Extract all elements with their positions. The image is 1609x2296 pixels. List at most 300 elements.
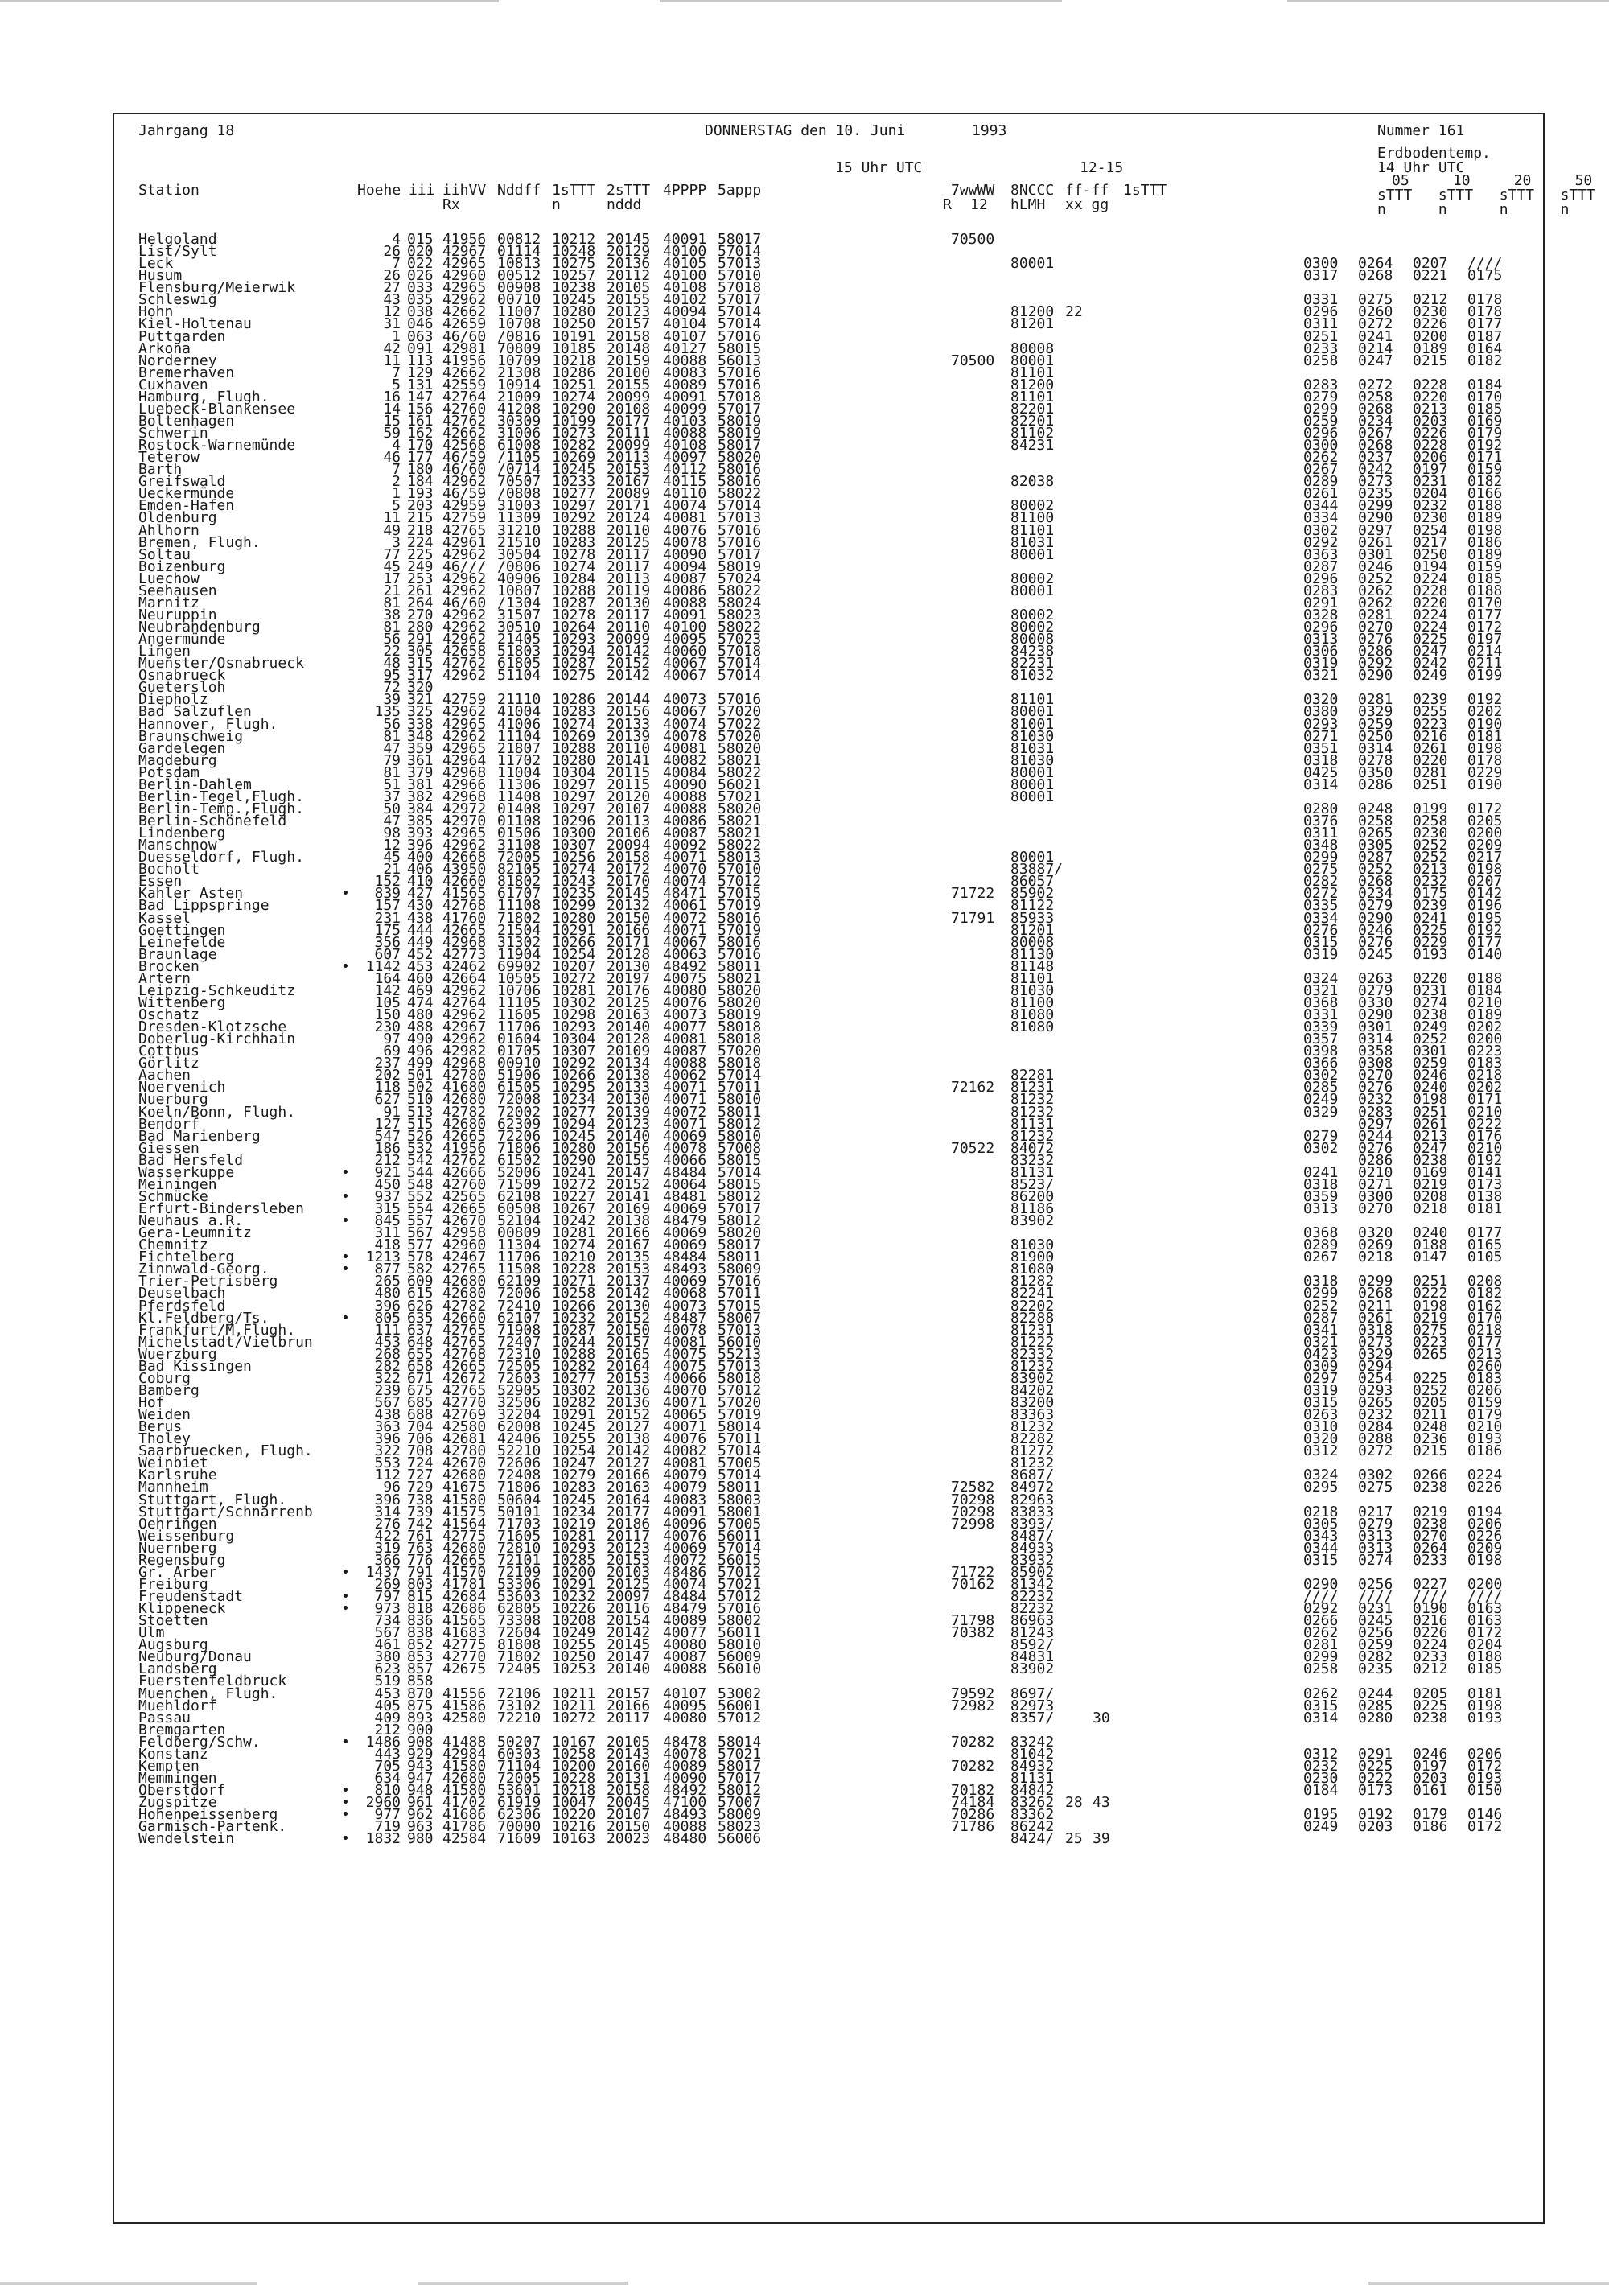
soil-temp-20: 0252 <box>1413 1031 1448 1048</box>
wind-gust-2: 30 <box>1093 1709 1110 1726</box>
soil-temp-20: 0232 <box>1413 873 1448 891</box>
group-nddff: 31108 <box>497 837 541 854</box>
soil-temp-10: 0269 <box>1358 1236 1393 1254</box>
group-tendency: 58016 <box>718 909 762 927</box>
altitude: 977 <box>374 1806 401 1824</box>
altitude: 268 <box>374 1345 401 1363</box>
station-name: Oldenburg <box>138 509 217 527</box>
altitude: 1142 <box>365 957 401 975</box>
group-iihvv: 42962 <box>442 667 487 685</box>
group-tendency: 58016 <box>718 933 762 951</box>
group-t1: 10285 <box>552 1551 596 1569</box>
group-clouds: 80002 <box>1010 606 1055 623</box>
soil-temp-20: 0238 <box>1413 1515 1448 1533</box>
group-t2: 20128 <box>607 1031 651 1048</box>
soil-temp-05: 0275 <box>1303 861 1339 878</box>
utc15-heading: 15 Uhr UTC <box>835 159 923 176</box>
group-t2: 20117 <box>607 606 651 623</box>
group-iihvv: 42962 <box>442 582 487 599</box>
soil-temp-50: 0138 <box>1467 1187 1503 1205</box>
group-nddff: /0714 <box>497 461 541 479</box>
station-id: 410 <box>407 873 434 891</box>
group-tendency: 58011 <box>718 957 762 975</box>
altitude: 7 <box>392 255 401 273</box>
group-clouds: 86242 <box>1010 1818 1055 1836</box>
altitude: 311 <box>374 1224 401 1242</box>
soil-temp-50: //// <box>1467 1588 1503 1605</box>
group-tendency: 58017 <box>718 1757 762 1775</box>
soil-temp-50: 0204 <box>1467 1636 1503 1654</box>
group-tendency: 58019 <box>718 412 762 430</box>
station-id: 162 <box>407 425 434 442</box>
altitude: 21 <box>383 861 401 878</box>
soil-temp-20: 0265 <box>1413 1345 1448 1363</box>
altitude: 276 <box>374 1515 401 1533</box>
group-iihvv: 41760 <box>442 909 487 927</box>
group-iihvv: 41570 <box>442 1563 487 1581</box>
mountain-mark: • <box>341 1261 350 1278</box>
station-name: Stuttgart/Schnarrenb <box>138 1503 313 1520</box>
soil-temp-05: 0344 <box>1303 497 1339 515</box>
mountain-mark: • <box>341 1163 350 1181</box>
altitude: 69 <box>383 1043 401 1060</box>
soil-temp-10: 0256 <box>1358 1624 1393 1642</box>
table-row <box>138 667 1538 685</box>
station-name: Flensburg/Meierwik <box>138 279 296 297</box>
group-tendency: 58022 <box>718 582 762 599</box>
soil-temp-10: 0299 <box>1358 1273 1393 1290</box>
group-tendency: 58016 <box>718 473 762 491</box>
group-pressure: 40105 <box>663 255 707 273</box>
altitude: 7 <box>392 461 401 479</box>
station-id: 963 <box>407 1818 434 1836</box>
col-t15: 1sTTT <box>1123 182 1167 199</box>
group-t2: 20113 <box>607 813 651 829</box>
group-iihvv: 42681 <box>442 1430 487 1448</box>
group-clouds: 82281 <box>1010 1067 1055 1084</box>
group-nddff: 21009 <box>497 388 541 405</box>
group-iihvv: 41956 <box>442 352 487 369</box>
soil-temp-50: 0170 <box>1467 388 1503 405</box>
group-t2: 20130 <box>607 594 651 611</box>
group-t2: 20164 <box>607 1491 651 1508</box>
group-pressure: 40073 <box>663 1297 707 1315</box>
soil-temp-05: 0233 <box>1303 339 1339 357</box>
col-soil-sttt: sTTT sTTT sTTT sTTT <box>1377 187 1595 204</box>
soil-temp-05: 0262 <box>1303 1624 1339 1642</box>
table-row <box>138 1660 1538 1678</box>
group-nddff: 00512 <box>497 267 541 285</box>
group-clouds: 81032 <box>1010 667 1055 685</box>
altitude: 42 <box>383 339 401 357</box>
station-id: 305 <box>407 643 434 660</box>
col-hoehe: Hoehe <box>357 182 401 199</box>
station-name: Berlin-Tegel,Flugh. <box>138 788 304 805</box>
group-tendency: 56021 <box>718 776 762 793</box>
group-iihvv: 42782 <box>442 1297 487 1315</box>
group-nddff: 72008 <box>497 1091 541 1109</box>
station-id: 406 <box>407 861 434 878</box>
group-t1: 10245 <box>552 1127 596 1145</box>
group-t1: 10292 <box>552 1055 596 1072</box>
soil-temp-05: 0366 <box>1303 1055 1339 1072</box>
group-clouds: 81042 <box>1010 1745 1055 1763</box>
soil-temp-50: 0188 <box>1467 1648 1503 1666</box>
group-pressure: 40076 <box>663 1430 707 1448</box>
station-name: Brocken <box>138 957 200 975</box>
group-clouds: 86963 <box>1010 1612 1055 1630</box>
group-t1: 10288 <box>552 521 596 539</box>
soil-temp-10: 0222 <box>1358 1769 1393 1787</box>
altitude: 810 <box>374 1782 401 1799</box>
group-t2: 20150 <box>607 909 651 927</box>
group-clouds: 82231 <box>1010 655 1055 673</box>
station-name: Lingen <box>138 643 191 660</box>
group-nddff: 53306 <box>497 1575 541 1593</box>
station-id: 708 <box>407 1442 434 1460</box>
group-pressure: 40067 <box>663 655 707 673</box>
soil-temp-10: 0294 <box>1358 1357 1393 1375</box>
soil-temp-05: 0339 <box>1303 1018 1339 1036</box>
station-id: 270 <box>407 606 434 623</box>
soil-temp-20: 0246 <box>1413 1067 1448 1084</box>
group-t1: 10047 <box>552 1794 596 1812</box>
group-iihvv: 42658 <box>442 643 487 660</box>
soil-temp-20: 0219 <box>1413 1175 1448 1193</box>
group-clouds: 81900 <box>1010 1249 1055 1266</box>
group-nddff: 72606 <box>497 1455 541 1472</box>
group-tendency: 58021 <box>718 825 762 842</box>
soil-temp-50: 0178 <box>1467 303 1503 321</box>
station-name: Braunschweig <box>138 727 244 745</box>
group-tendency: 57012 <box>718 1381 762 1399</box>
group-tendency: 57013 <box>718 1321 762 1339</box>
group-clouds: 81186 <box>1010 1200 1055 1217</box>
group-nddff: 72603 <box>497 1369 541 1387</box>
group-tendency: 58024 <box>718 594 762 611</box>
page-header <box>138 122 1522 143</box>
soil-temp-50: 0188 <box>1467 969 1503 987</box>
soil-temp-20: 0230 <box>1413 825 1448 842</box>
station-name: Neuruppin <box>138 606 217 623</box>
group-clouds: 84072 <box>1010 1139 1055 1157</box>
group-tendency: 58014 <box>718 1418 762 1436</box>
group-iihvv: 42967 <box>442 243 487 261</box>
group-nddff: 71609 <box>497 1830 541 1848</box>
group-t1: 10211 <box>552 1685 596 1702</box>
soil-temp-05: 0299 <box>1303 849 1339 866</box>
group-t1: 10274 <box>552 1236 596 1254</box>
group-clouds: 82038 <box>1010 473 1055 491</box>
group-t2: 20145 <box>607 1636 651 1654</box>
soil-temp-50: 0214 <box>1467 643 1503 660</box>
group-iihvv: 42665 <box>442 1127 487 1145</box>
group-tendency: 58010 <box>718 1091 762 1109</box>
group-iihvv: 42686 <box>442 1600 487 1618</box>
station-name: Oschatz <box>138 1006 200 1023</box>
altitude: 135 <box>374 703 401 721</box>
soil-temp-20: 0215 <box>1413 352 1448 369</box>
group-clouds: 81232 <box>1010 1357 1055 1375</box>
group-pressure: 48471 <box>663 885 707 903</box>
group-t1: 10218 <box>552 352 596 369</box>
table-row <box>138 1709 1538 1726</box>
soil-temp-50: 0187 <box>1467 327 1503 345</box>
altitude: 127 <box>374 1115 401 1133</box>
station-name: Schmücke <box>138 1187 208 1205</box>
group-t1: 10232 <box>552 1588 596 1605</box>
soil-temp-05: 0321 <box>1303 1333 1339 1351</box>
group-t2: 20117 <box>607 1709 651 1726</box>
soil-temp-50: 0177 <box>1467 1333 1503 1351</box>
group-t1: 10297 <box>552 776 596 793</box>
group-nddff: 01114 <box>497 243 541 261</box>
group-tendency: 57014 <box>718 667 762 685</box>
soil-temp-05: 0319 <box>1303 1381 1339 1399</box>
soil-temp-20: 0194 <box>1413 558 1448 575</box>
group-t1: 10288 <box>552 1345 596 1363</box>
group-tendency: 57020 <box>718 1394 762 1411</box>
soil-temp-20: 0228 <box>1413 437 1448 455</box>
group-clouds: 81100 <box>1010 509 1055 527</box>
soil-temp-20: 0251 <box>1413 1103 1448 1121</box>
station-name: Aachen <box>138 1067 191 1084</box>
group-tendency: 58019 <box>718 1006 762 1023</box>
group-tendency: 57016 <box>718 945 762 963</box>
group-nddff: 50101 <box>497 1503 541 1520</box>
group-t2: 20110 <box>607 739 651 757</box>
group-pressure: 40090 <box>663 545 707 563</box>
group-pressure: 40082 <box>663 751 707 769</box>
station-id: 430 <box>407 897 434 915</box>
soil-temp-05: 0290 <box>1303 1575 1339 1593</box>
soil-temp-05: 0232 <box>1303 1757 1339 1775</box>
soil-temp-10: 0275 <box>1358 1479 1393 1496</box>
group-clouds: 81131 <box>1010 1115 1055 1133</box>
station-id: 020 <box>407 243 434 261</box>
station-id: 739 <box>407 1503 434 1520</box>
station-name: Luebeck-Blankensee <box>138 400 296 418</box>
station-name: Kiel-Holtenau <box>138 315 252 333</box>
group-clouds: 82201 <box>1010 412 1055 430</box>
group-iihvv: 42964 <box>442 751 487 769</box>
group-iihvv: 42965 <box>442 715 487 733</box>
group-clouds: 81232 <box>1010 1455 1055 1472</box>
group-t1: 10251 <box>552 376 596 393</box>
group-t1: 10300 <box>552 825 596 842</box>
soil-temp-50: 0198 <box>1467 739 1503 757</box>
altitude: 422 <box>374 1527 401 1545</box>
soil-temp-20: 0240 <box>1413 1079 1448 1097</box>
soil-temp-05: 0313 <box>1303 1200 1339 1217</box>
group-iihvv: 42769 <box>442 1406 487 1424</box>
altitude: 49 <box>383 521 401 539</box>
station-name: Marnitz <box>138 594 200 611</box>
group-nddff: 41006 <box>497 715 541 733</box>
soil-temp-50: 0140 <box>1467 945 1503 963</box>
station-name: Luechow <box>138 570 200 587</box>
group-nddff: 53603 <box>497 1588 541 1605</box>
soil-temp-05: 0315 <box>1303 1697 1339 1714</box>
soil-temp-20: 0212 <box>1413 291 1448 309</box>
altitude: 519 <box>374 1673 401 1690</box>
mountain-mark: • <box>341 1806 350 1824</box>
soil-temp-20: 0175 <box>1413 885 1448 903</box>
soil-temp-05: 0359 <box>1303 1187 1339 1205</box>
mountain-mark: • <box>341 1187 350 1205</box>
group-t1: 10232 <box>552 1309 596 1327</box>
group-nddff: 21110 <box>497 691 541 709</box>
altitude: 26 <box>383 267 401 285</box>
group-t2: 20167 <box>607 473 651 491</box>
group-pressure: 48492 <box>663 957 707 975</box>
soil-temp-10: 0259 <box>1358 715 1393 733</box>
altitude: 2 <box>392 473 401 491</box>
group-pressure: 40061 <box>663 897 707 915</box>
altitude: 47 <box>383 813 401 829</box>
station-id: 738 <box>407 1491 434 1508</box>
group-pressure: 40096 <box>663 1515 707 1533</box>
group-t2: 20105 <box>607 279 651 297</box>
altitude: 314 <box>374 1503 401 1520</box>
soil-temp-05: 0263 <box>1303 1406 1339 1424</box>
soil-temp-20: 0228 <box>1413 582 1448 599</box>
group-nddff: 72106 <box>497 1685 541 1702</box>
group-t1: 10274 <box>552 715 596 733</box>
group-t2: 20099 <box>607 631 651 648</box>
soil-temp-50: 0188 <box>1467 582 1503 599</box>
altitude: 319 <box>374 1539 401 1557</box>
station-name: Muehldorf <box>138 1697 217 1714</box>
group-t2: 20132 <box>607 897 651 915</box>
group-nddff: 30510 <box>497 619 541 636</box>
soil-temp-50: 0142 <box>1467 885 1503 903</box>
soil-temp-20: 0231 <box>1413 473 1448 491</box>
station-id: 396 <box>407 837 434 854</box>
altitude: 231 <box>374 909 401 927</box>
soil-temp-10: 0254 <box>1358 1369 1393 1387</box>
soil-temp-50: 0172 <box>1467 1624 1503 1642</box>
volume-label: Jahrgang 18 <box>138 122 235 139</box>
station-name: Emden-Hafen <box>138 497 235 515</box>
station-id: 321 <box>407 691 434 709</box>
soil-temp-05: 0314 <box>1303 1709 1339 1726</box>
soil-temp-05: 0344 <box>1303 1539 1339 1557</box>
group-tendency: 57014 <box>718 303 762 321</box>
soil-temp-10: 0261 <box>1358 1309 1393 1327</box>
group-nddff: 00908 <box>497 279 541 297</box>
group-pressure: 48484 <box>663 1249 707 1266</box>
group-nddff: 00910 <box>497 1055 541 1072</box>
group-tendency: 58019 <box>718 558 762 575</box>
group-t2: 20136 <box>607 1381 651 1399</box>
group-iihvv: 42984 <box>442 1745 487 1763</box>
group-iihvv: 42780 <box>442 1067 487 1084</box>
soil-temp-10: 0232 <box>1358 1406 1393 1424</box>
altitude: 734 <box>374 1612 401 1630</box>
group-iihvv: 42680 <box>442 1467 487 1484</box>
group-tendency: 58011 <box>718 1103 762 1121</box>
soil-temp-10: 0330 <box>1358 994 1393 1011</box>
group-tendency: 58022 <box>718 485 762 503</box>
soil-temp-10: 0211 <box>1358 1297 1393 1315</box>
group-tendency: 57016 <box>718 376 762 393</box>
soil-temp-05: 0259 <box>1303 412 1339 430</box>
group-nddff: 01408 <box>497 800 541 817</box>
station-id: 325 <box>407 703 434 721</box>
soil-temp-05: 0252 <box>1303 1297 1339 1315</box>
mountain-mark: • <box>341 1794 350 1812</box>
group-nddff: 72505 <box>497 1357 541 1375</box>
group-tendency: 58012 <box>718 1782 762 1799</box>
altitude: 22 <box>383 643 401 660</box>
station-name: Hof <box>138 1394 165 1411</box>
soil-temp-20: 0238 <box>1413 1709 1448 1726</box>
soil-temp-20: 0207 <box>1413 255 1448 273</box>
soil-temp-20: 0281 <box>1413 763 1448 781</box>
group-t2: 20169 <box>607 1200 651 1217</box>
station-name: Zugspitze <box>138 1794 217 1812</box>
wind-gust-1: 22 <box>1065 303 1083 321</box>
group-nddff: /0816 <box>497 327 541 345</box>
soil-temp-10: 0279 <box>1358 1515 1393 1533</box>
station-name: Pferdsfeld <box>138 1297 226 1315</box>
group-weather: 71722 <box>951 1563 995 1581</box>
group-iihvv: 42670 <box>442 1455 487 1472</box>
group-pressure: 40068 <box>663 1285 707 1302</box>
soil-temp-10: 0264 <box>1358 255 1393 273</box>
station-name: Hamburg, Flugh. <box>138 388 270 405</box>
station-name: Saarbruecken, Flugh. <box>138 1442 313 1460</box>
group-t1: 10199 <box>552 412 596 430</box>
altitude: 805 <box>374 1309 401 1327</box>
soil-temp-10: 0260 <box>1358 303 1393 321</box>
altitude: 105 <box>374 994 401 1011</box>
soil-temp-50: 0185 <box>1467 1660 1503 1678</box>
group-weather: 70286 <box>951 1806 995 1824</box>
soil-temp-50: 0181 <box>1467 1200 1503 1217</box>
group-iihvv: 42968 <box>442 1055 487 1072</box>
group-nddff: /0808 <box>497 485 541 503</box>
group-t2: 20141 <box>607 1187 651 1205</box>
group-iihvv: 42684 <box>442 1588 487 1605</box>
group-iihvv: 42680 <box>442 1273 487 1290</box>
altitude: 443 <box>374 1745 401 1763</box>
group-t1: 10255 <box>552 1430 596 1448</box>
soil-temp-10: //// <box>1358 1588 1393 1605</box>
group-t2: 20113 <box>607 570 651 587</box>
group-tendency: 57018 <box>718 643 762 660</box>
station-id: 317 <box>407 667 434 685</box>
station-name: Essen <box>138 873 183 891</box>
group-t1: 10273 <box>552 425 596 442</box>
group-clouds: 83262 <box>1010 1794 1055 1812</box>
station-id: 474 <box>407 994 434 1011</box>
group-tendency: 58011 <box>718 1249 762 1266</box>
group-tendency: 57014 <box>718 1539 762 1557</box>
soil-temp-10: 0192 <box>1358 1806 1393 1824</box>
soil-temp-heading: Erdbodentemp. <box>1377 145 1491 162</box>
soil-temp-20: 0224 <box>1413 570 1448 587</box>
soil-temp-05: 0313 <box>1303 631 1339 648</box>
station-id: 022 <box>407 255 434 273</box>
group-clouds: 86200 <box>1010 1187 1055 1205</box>
station-name: Lindenberg <box>138 825 226 842</box>
group-pressure: 40074 <box>663 1575 707 1593</box>
group-iihvv: 42662 <box>442 425 487 442</box>
group-tendency: 58017 <box>718 437 762 455</box>
station-name: Giessen <box>138 1139 200 1157</box>
